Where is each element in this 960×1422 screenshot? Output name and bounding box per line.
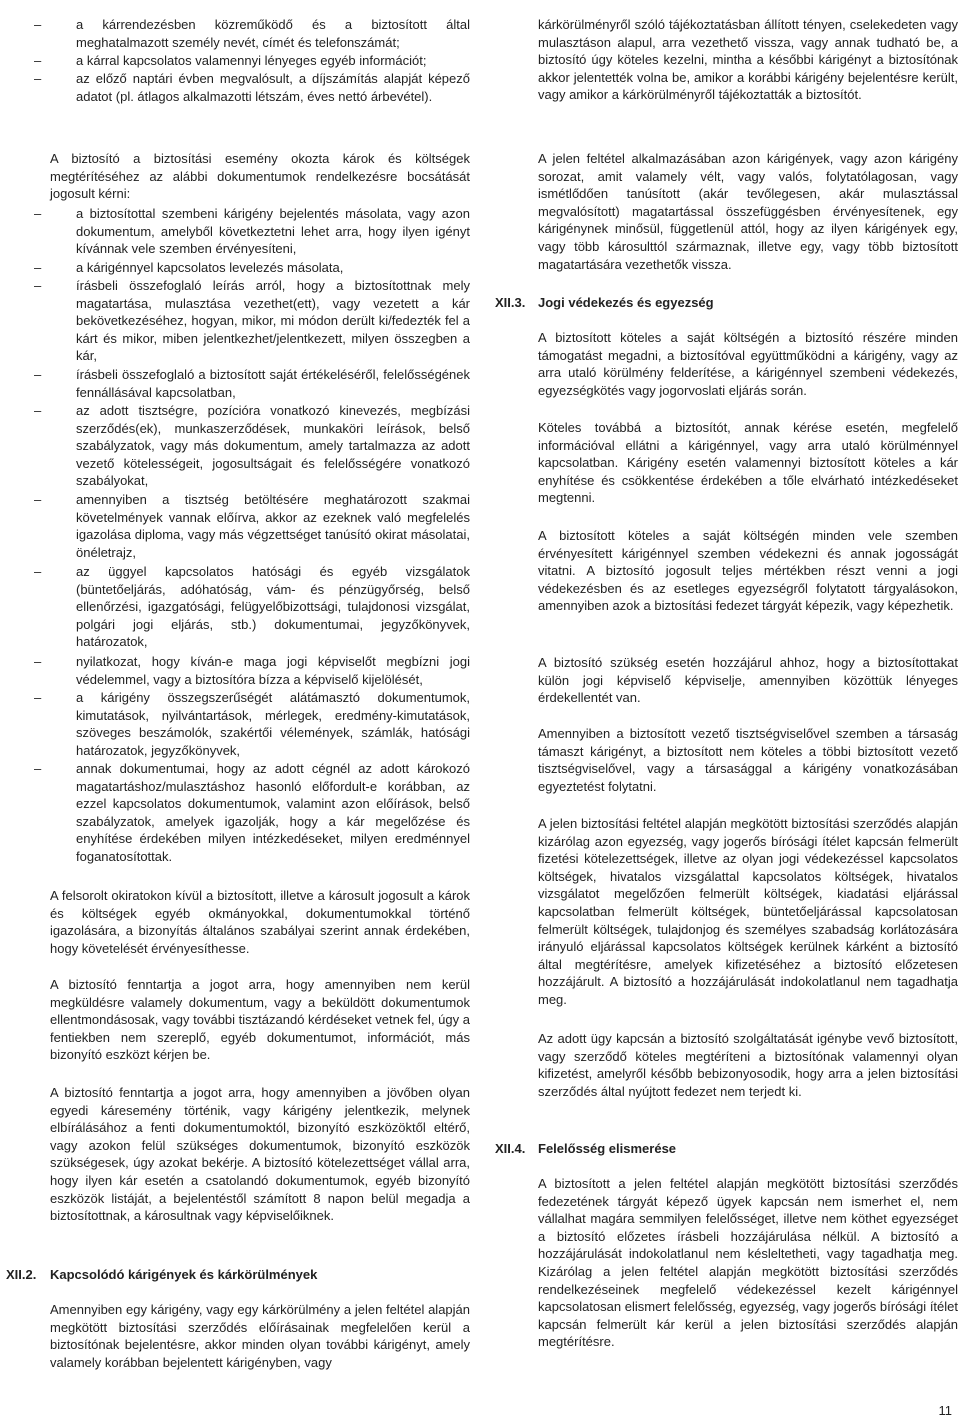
paragraph: A biztosító a biztosítási esemény okozta károk és költségek megtérítéséhez az alábbi dokumentumok rendelkezésre bocsátását jogosult kérni:: [50, 151, 470, 202]
list-item: [34, 653, 470, 688]
dash-bullet: –: [34, 17, 42, 32]
list-item: [34, 205, 470, 258]
paragraph: A jelen biztosítási feltétel alapján megkötött biztosítási szerződés alapján kizárólag azon egyezség, vagy jogerős bírósági ítélet kapcsán felmerült fizetési kötelezettségek, illetve az olyan jogi védekezéssel kapcsolatos költségek, hivatalos vizsgálattal kapcsolatos költségek, hivatalos vizsgálatot megelőzően felmerült költségek, kiadatási eljárással kapcsolatban felmerült költségek, büntetőeljárással kapcsolatosan felmerült költségek, tulajdonjog és személyes szabadság korlátozására irányuló eljárással kapcsolatos költségek kerülnek kárként a biztosító által megtérítésre, amelyek kifizetéséhez a biztosító előzetesen hozzájárult. A biztosító a hozzájárulását indokolatlanul nem tagadhatja meg.: [538, 816, 958, 1007]
list-item: [34, 366, 470, 401]
paragraph: Köteles továbbá a biztosítót, annak kérése esetén, megfelelő információval ellátni a kárigénnyel, vagy arra utaló körülménnyel kapcsolatban. Kárigény esetén valamennyi biztosított köteles a kár enyhítése és csökkentése érdekében a tőle elvárható intézkedéseket megtenni.: [538, 420, 958, 506]
paragraph: kárkörülményről szóló tájékoztatásban állított tényen, cselekedeten vagy mulasztáson alapul, arra vezethető vissza, vagy annak tudható be, a biztosító úgy köteles kezelni, mintha a későbbi kárigényt a biztosítónak akkor jelentették volna be, amikor a korábbi kárigény bejelentésre került, vagy amikor a kárkörülményről tájékoztatták a biztosítót.: [538, 17, 958, 103]
list-item: [34, 259, 470, 277]
list-item-text: a kárral kapcsolatos valamennyi lényeges egyéb információt;: [76, 53, 427, 68]
list-item: [34, 689, 470, 759]
list-item: [34, 491, 470, 561]
section-number: XII.3.: [495, 295, 526, 310]
dash-bullet: –: [34, 71, 42, 86]
list-item-text: írásbeli összefoglaló leírás arról, hogy a biztosítottnak mely magatartása, mulasztása vezethet(ett), vagy vezetett a kár bekövetkezéséhez, hogyan, mikor, mi módon derült ki/fedezték fel a kárt és mikor, miben jelentkezhet/jelentkezett, milyen összegben a kár,: [76, 278, 470, 364]
paragraph: A jelen feltétel alkalmazásában azon kárigények, vagy azon kárigény sorozat, amit valamely vélt, vagy valós, folytatólagosan, vagy ismétlődően tanúsított (akár tevőlegesen, akár mulasztással megvalósított) magatartással összefüggésben érvényesítenek, egy kárigénynek minősül, függetlenül attól, hogy az ilyen kárigények egy, vagy több károsulttól származnak, illetve egy, vagy több biztosított magatartására vezethetők vissza.: [538, 151, 958, 272]
dash-bullet: –: [34, 206, 42, 221]
paragraph: A biztosított köteles a saját költségén minden vele szemben érvényesített kárigénnyel szemben védekezni és annak jogosságát vitatni. A biztosító jogosult teljes mértékben részt venni a jogi védekezésben és az esetleges egyezségről folytatott tárgyalásokon, amennyiben azok a biztosítási fedezet tárgyát képezik, vagy képezhetik.: [538, 528, 958, 614]
list-item-text: az adott tisztségre, pozícióra vonatkozó kinevezés, megbízási szerződés(ek), munkaszerződések, munkaköri leírások, belső szabályzatok, vagy más dokumentum, amely tartalmazza az adott vezető kötelességeit, jogosultságait és felelősségére vonatkozó szabályokat,: [76, 403, 470, 489]
dash-bullet: –: [34, 654, 42, 669]
page-number: 11: [938, 1403, 952, 1418]
list-item: [34, 402, 470, 490]
paragraph: A biztosított köteles a saját költségén a biztosító részére minden támogatást megadni, a biztosítóval együttműködni a kárigény, vagy az arra utaló körülmény felderítése, a kárigénnyel szembeni védekezés, egyezségkötés vagy jogorvoslati eljárás során.: [538, 330, 958, 398]
list-item-text: annak dokumentumai, hogy az adott cégnél az adott károkozó magatartáshoz/mulasztáshoz hasonló előfordult-e korábban, az ezzel kapcsolatos dokumentumok, valamint azon előírások, belső szabályzatok, amelyek igazolják, hogy a kár megelőzése és enyhítése érdekében milyen intézkedéseket, milyen eredménnyel foganatosítottak.: [76, 761, 470, 864]
list-item-text: az előző naptári évben megvalósult, a díjszámítás alapját képező adatot (pl. átlagos alkalmazotti létszám, éves nettó árbevétel).: [76, 71, 470, 104]
dash-bullet: –: [34, 403, 42, 418]
dash-bullet: –: [34, 260, 42, 275]
list-item-text: a biztosítottal szembeni kárigény bejelentés másolata, vagy azon dokumentum, amelyből következtetni lehet arra, hogy ilyen igényt kívánnak vele szemben érvényesíteni,: [76, 206, 470, 257]
dash-bullet: –: [34, 53, 42, 68]
list-item-text: a kárrendezésben közreműködő és a biztosított által meghatalmazott személy nevét, címét és telefonszámát;: [76, 17, 470, 50]
paragraph: A biztosító fenntartja a jogot arra, hogy amennyiben a jövőben olyan egyedi káresemény történik, vagy kárigény jelentkezik, melynek elbírálásához a fenti dokumentumoktól, bizonyító eszközöktől eltérő, vagy azokon felül szükséges dokumentumok, bizonyító eszközök szükségesek, úgy azokat bekérje. A biztosító kötelezettséget vállal arra, hogy ilyen kár esetén a csatolandó dokumentumok, egyéb bizonyító eszközök listáját, a bejelentéstől számított 8 napon belül megadja a biztosítottnak, a károsultnak vagy képviselőiknek.: [50, 1085, 470, 1224]
paragraph: A felsorolt okiratokon kívül a biztosított, illetve a károsult jogosult a károk és költségek egyéb okmányokkal, dokumentumokkal történő igazolására, a bizonyítás általános szabályai szerint annak érdekében, hogy követelését érvényesíthesse.: [50, 888, 470, 956]
paragraph: A biztosított a jelen feltétel alapján megkötött biztosítási szerződés fedezetének tárgyát képező ügyek kapcsán nem ismerhet el, nem vállalhat magára semmilyen felelősséget, illetve nem köthet egyezséget a biztosító előzetes írásbeli hozzájárulása nélkül. A biztosító a hozzájárulását indokolatlanul nem késleltetheti, vagy tagadhatja meg. Kizárólag a jelen feltétel alapján megkötött biztosítási szerződés rendelkezéseinek megfelelő védekezéssel kezelt kárigénnyel kapcsolatosan elismert felelősség, egyezség, vagy jogerős bírósági ítélet kapcsán felmerült kár kerül a jelen biztosítási szerződés alapján megtérítésre.: [538, 1176, 958, 1350]
dash-bullet: –: [34, 278, 42, 293]
dash-bullet: –: [34, 492, 42, 507]
list-item: [34, 563, 470, 651]
dash-bullet: –: [34, 690, 42, 705]
list-item: [34, 16, 470, 51]
section-heading: Kapcsolódó kárigények és kárkörülmények: [50, 1267, 318, 1282]
list-item-text: a kárigénnyel kapcsolatos levelezés másolata,: [76, 260, 344, 275]
paragraph: A biztosító fenntartja a jogot arra, hogy amennyiben nem kerül megküldésre valamely dokumentum, vagy a beküldött dokumentumok ellentmondásosak, vagy további tisztázandó kérdéseket vetnek fel, úgy a fentiekben nem szereplő, egyéb dokumentumot, információt, más bizonyító eszközt kérjen be.: [50, 977, 470, 1063]
paragraph: Amennyiben egy kárigény, vagy egy kárkörülmény a jelen feltétel alapján megkötött biztosítási szerződés előírásainak megfelelően kerül a biztosítónak bejelentésre, akkor minden olyan további kárigényt, amely valamely korábban bejelentett kárigényben, vagy: [50, 1302, 470, 1370]
dash-bullet: –: [34, 367, 42, 382]
list-item-text: amennyiben a tisztség betöltésére meghatározott szakmai követelmények vannak előírva, akkor az ezeknek való megfelelés igazolása diploma, vagy más végzettséget tanúsító okirat másolatai, önéletrajz,: [76, 492, 470, 560]
list-item: [34, 52, 470, 70]
section-number: XII.4.: [495, 1141, 526, 1156]
list-item-text: nyilatkozat, hogy kíván-e maga jogi képviselőt megbízni jogi védelemmel, vagy a biztosítóra bízza a képviselő kijelölését,: [76, 654, 470, 687]
section-number: XII.2.: [6, 1267, 37, 1282]
list-item-text: a kárigény összegszerűségét alátámasztó dokumentumok, kimutatások, nyilvántartások, mérlegek, eredmény-kimutatások, szöveges beszámolók, szakértői vélemények, számlák, hatósági határozatok, jegyzőkönyvek,: [76, 690, 470, 758]
list-item: [34, 70, 470, 105]
dash-bullet: –: [34, 564, 42, 579]
paragraph: Az adott ügy kapcsán a biztosító szolgáltatását igénybe vevő biztosított, vagy szerződő köteles megtéríteni a biztosítónak valamennyi olyan kifizetést, amelyről később bebizonyosodik, hogy arra a jelen biztosítási szerződés által nyújtott fedezet nem terjedt ki.: [538, 1031, 958, 1099]
paragraph: Amennyiben a biztosított vezető tisztségviselővel szemben a társaság támaszt kárigényt, a biztosított nem köteles a többi biztosított vezető tisztségviselővel, vagy a társasággal a kárigény vonatkozásában egyeztetést folytatni.: [538, 726, 958, 794]
list-item-text: írásbeli összefoglaló a biztosított saját értékeléséről, felelősségének fennállásával kapcsolatban,: [76, 367, 470, 400]
section-heading: Jogi védekezés és egyezség: [538, 295, 714, 310]
section-heading: Felelősség elismerése: [538, 1141, 677, 1156]
list-item: [34, 277, 470, 365]
dash-bullet: –: [34, 761, 42, 776]
paragraph: A biztosító szükség esetén hozzájárul ahhoz, hogy a biztosítottakat külön jogi képviselő képviselje, amennyiben közöttük lényeges érdekellentét van.: [538, 655, 958, 706]
list-item-text: az üggyel kapcsolatos hatósági és egyéb vizsgálatok (büntetőeljárás, adóhatóság, vám- és pénzügyőrség, belső ellenőrzési, igazgatósági, felügyelőbizottsági, tulajdonosi vizsgálat, polgári jogi eljárás, stb.) dokumentumai, jegyzőkönyvek, határozatok,: [76, 564, 470, 650]
list-item: [34, 760, 470, 866]
